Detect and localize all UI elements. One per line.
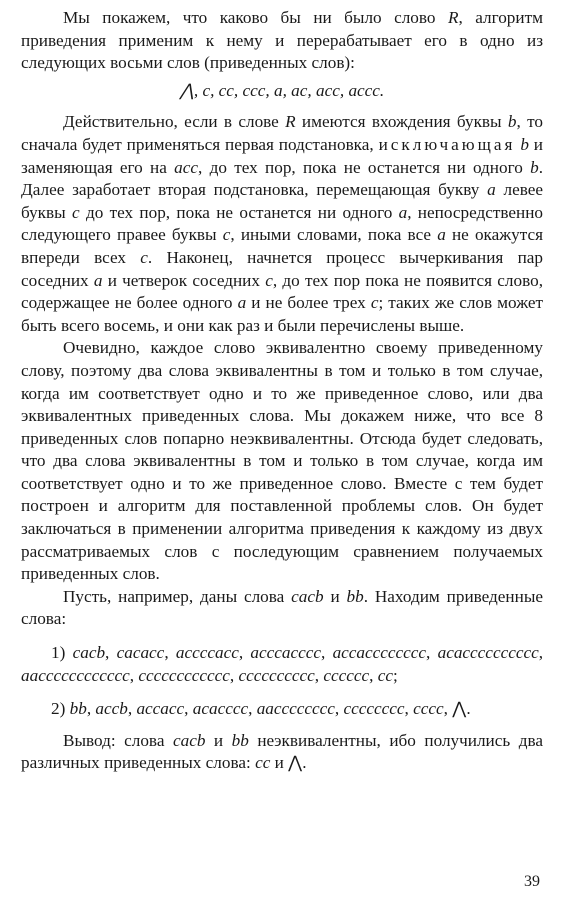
reduced-words-list: ⋀, c, cc, ccc, a, ac, acc, accc. <box>179 80 385 100</box>
page-number: 39 <box>524 873 540 890</box>
paragraph-example: Пусть, например, даны слова cacb и bb. Находим приведенные слова: <box>21 586 544 629</box>
paragraph-intro: Мы покажем, что каково бы ни было слово R, алгоритм приведения применим к нему и перерабатывает его в одно из следующих восьми слов (приведенных слов): <box>21 8 543 73</box>
example-list-1: 1) cacb, cacacc, accccacc, acccacccc, accacccccccc, acacccccccccc, aacccccccccccc, cccccccccccc, cccccccccc, cccccc, cc; <box>21 643 544 685</box>
paragraph-conclusion: Вывод: слова cacb и bb неэквивалентны, ибо получились два различных приведенных слова: cc и ⋀. <box>21 730 543 773</box>
paragraph-equivalence: Очевидно, каждое слово эквивалентно своему приведенному слову, поэтому два слова эквивалентны в том и только в том случае, когда им соответствует одно и то же приведенное слово, или два эквивалентных приведенных слова. Мы докажем ниже, что все 8 приведенных слов попарно неэквивалентны. Отсюда будет следовать, что два слова эквивалентны в том и только в том случае, когда им соответствует одно и то же приведенное слово. Вместе с тем будет построен и алгоритм для поставленной проблемы слов. Он будет заключаться в применении алгоритма приведения к каждому из двух рассматриваемых слов с последующим сравнением получаемых приведенных слов. <box>21 338 543 584</box>
example-list-2: 2) bb, accb, accacc, acacccc, aacccccccc, cccccccc, cccc, ⋀. <box>51 699 471 719</box>
book-page <box>21 7 543 775</box>
paragraph-explanation: Действительно, если в слове R имеются вхождения буквы b, то сначала будет применяться первая подстановка, исключающая b и заменяющая его на acc, до тех пор, пока не останется ни одного b. Далее заработает вторая подстановка, перемещающая букву a левее буквы c до тех пор, пока не останется ни одного a, непосредственно следующего правее буквы c, иными словами, пока все a не окажутся впереди всех c. Наконец, начнется процесс вычеркивания пар соседних a и четверок соседних c, до тех пор пока не появится слово, содержащее не более одного a и не более трех c; таких же слов может быть всего восемь, и они как раз и были перечислены выше. <box>21 112 544 335</box>
